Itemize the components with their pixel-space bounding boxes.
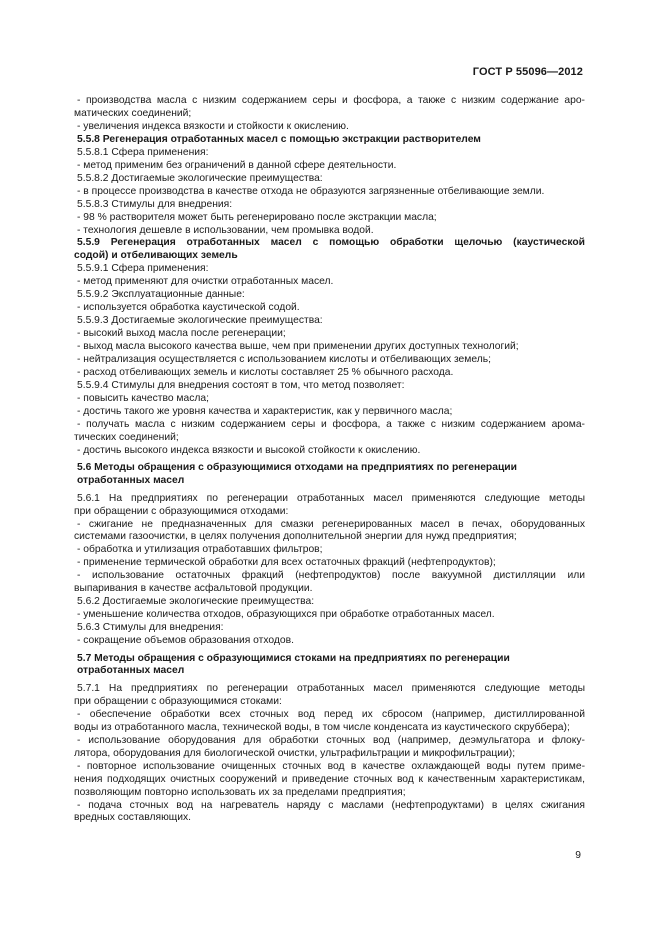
text-line: - повторное использование очищенных сточных вод в качестве охлаждающей воды путем приме- — [77, 760, 585, 772]
text-line: - обеспечение обработки всех сточных вод перед их сбросом (например, дистиллированной — [77, 708, 585, 720]
text-line: - сокращение объемов образования отходов. — [77, 635, 294, 647]
text-line: - нейтрализация осуществляется с использованием кислоты и отбеливающих земель; — [77, 354, 491, 366]
document-body — [74, 95, 585, 825]
text-line: при обращении с образующимися отходами: — [74, 505, 289, 517]
text-line: - высокий выход масла после регенерации; — [77, 328, 286, 340]
text-line: 5.5.9.3 Достигаемые экологические преимущества: — [77, 315, 323, 327]
text-line: 5.5.9 Регенерация отработанных масел с помощью обработки щелочью (каустической — [77, 237, 585, 249]
text-line: 5.6.2 Достигаемые экологические преимущества: — [77, 596, 315, 608]
text-line: 5.5.8.2 Достигаемые экологические преимущества: — [77, 172, 323, 184]
text-line: содой) и отбеливающих земель — [74, 250, 238, 262]
text-line: выпаривания в качестве асфальтовой продукции. — [74, 583, 313, 595]
text-line: 5.6.1 На предприятиях по регенерации отработанных масел применяются следующие методы — [77, 492, 585, 504]
text-line: - достичь такого же уровня качества и характеристик, как у первичного масла; — [77, 405, 453, 417]
text-line: - достичь высокого индекса вязкости и высокой стойкости к окислению. — [77, 444, 421, 456]
text-line: отработанных масел — [77, 665, 185, 677]
text-line: - метод применим без ограничений в данной сфере деятельности. — [77, 159, 397, 171]
text-line: - повысить качество масла; — [77, 392, 209, 404]
text-line: - 98 % растворителя может быть регенерировано после экстракции масла; — [77, 211, 437, 223]
text-line: воды из отработанного масла, технической воды, в том числе конденсата из каустического скруббера); — [74, 721, 570, 733]
text-line: - производства масла с низким содержанием серы и фосфора, а также с низким содержание аро- — [77, 95, 585, 106]
text-line: - метод применяют для очистки отработанных масел. — [77, 276, 334, 288]
text-line: при обращении с образующимися стоками: — [74, 695, 282, 707]
text-line: - получать масла с низким содержанием серы и фосфора, а также с низким содержанием арома- — [77, 418, 585, 430]
text-line: - использование оборудования для обработки сточных вод (например, деэмульгатора и флоку- — [77, 734, 585, 746]
text-line: лятора, оборудования для биологической очистки, ультрафильтрации и микрофильтрации); — [74, 747, 516, 759]
text-line: тических соединений; — [74, 431, 179, 443]
text-line: вредных составляющих. — [74, 812, 192, 824]
text-line: - в процессе производства в качестве отхода не образуются загрязненные отбеливающие земли. — [77, 185, 545, 197]
page-number: 9 — [575, 850, 581, 861]
text-line: 5.7.1 На предприятиях по регенерации отработанных масел применяются следующие методы — [77, 682, 585, 694]
text-line: матических соединений; — [74, 107, 192, 119]
text-line: 5.5.9.2 Эксплуатационные данные: — [77, 289, 245, 301]
text-line: - подача сточных вод на нагреватель наряду с маслами (нефтепродуктами) в целях сжигания — [77, 799, 585, 811]
text-line: 5.5.8 Регенерация отработанных масел с помощью экстракции растворителем — [77, 133, 481, 145]
text-line: - увеличения индекса вязкости и стойкости к окислению. — [77, 120, 349, 132]
text-line: - применение термической обработки для всех остаточных фракций (нефтепродуктов); — [77, 557, 496, 569]
text-line: - сжигание не предназначенных для смазки регенерированных масел в печах, оборудованных — [77, 518, 585, 530]
text-line: - используется обработка каустической содой. — [77, 302, 300, 314]
document-id: ГОСТ Р 55096—2012 — [472, 66, 583, 78]
text-line: 5.5.9.4 Стимулы для внедрения состоят в том, что метод позволяет: — [77, 379, 405, 391]
text-line: - обработка и утилизация отработавших фильтров; — [77, 544, 323, 556]
text-line: - использование остаточных фракций (нефтепродуктов) после вакуумной дистилляции или — [77, 570, 585, 582]
text-line: 5.5.9.1 Сфера применения: — [77, 263, 209, 275]
text-line: - технология дешевле в использовании, чем промывка водой. — [77, 224, 374, 236]
text-line: отработанных масел — [77, 475, 185, 487]
text-line: позволяющим повторно использовать их за пределами предприятия; — [74, 786, 406, 798]
text-line: 5.7 Методы обращения с образующимися стоками на предприятиях по регенерации — [77, 652, 510, 664]
text-line: - расход отбеливающих земель и кислоты составляет 25 % обычного расхода. — [77, 367, 454, 379]
text-line: - выход масла высокого качества выше, чем при применении других доступных технологий; — [77, 341, 519, 353]
text-line: - уменьшение количества отходов, образующихся при обработке отработанных масел. — [77, 609, 495, 621]
text-line: 5.6 Методы обращения с образующимися отходами на предприятиях по регенерации — [77, 462, 517, 474]
text-line: 5.5.8.3 Стимулы для внедрения: — [77, 198, 233, 210]
text-line: 5.5.8.1 Сфера применения: — [77, 146, 209, 158]
text-line: нения подходящих очистных сооружений и приведение сточных вод к качественным характеристикам, — [74, 773, 585, 785]
text-line: 5.6.3 Стимулы для внедрения: — [77, 622, 224, 634]
text-line: системами газоочистки, в целях получения дополнительной энергии для нужд предприятия; — [74, 531, 517, 543]
